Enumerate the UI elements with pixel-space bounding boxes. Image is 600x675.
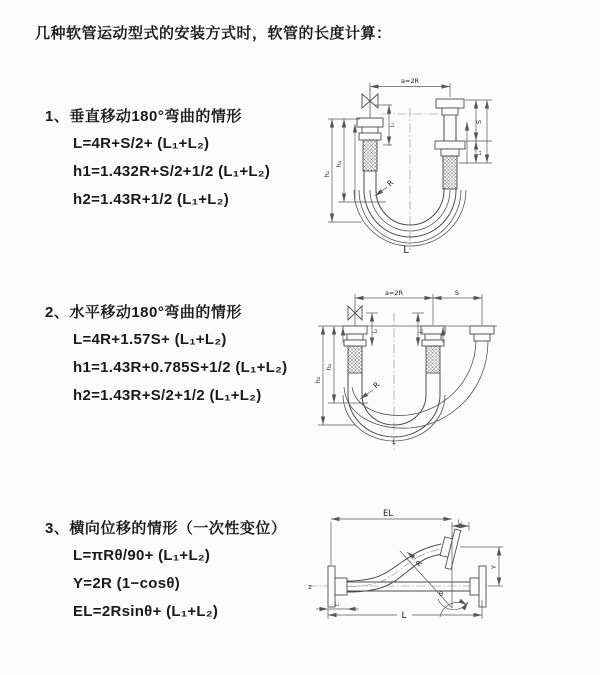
page-title: 几种软管运动型式的安装方式时，软管的长度计算： bbox=[35, 25, 392, 42]
dim-label-h1: h₁ bbox=[325, 363, 333, 371]
section-2 bbox=[45, 301, 335, 404]
dim-label-s: S bbox=[475, 119, 483, 125]
dim-label-a2r: a=2R bbox=[384, 289, 404, 297]
dim-label-s: S bbox=[454, 289, 460, 297]
dim-label-h2: h₂ bbox=[323, 170, 331, 178]
right-fitting bbox=[470, 326, 494, 341]
section-3-number: 3、 bbox=[45, 520, 70, 537]
dimension-lines bbox=[308, 509, 503, 621]
formula-h2: h2=1.43R+S/2+1/2 (L₁+L₂) bbox=[73, 387, 262, 404]
valve-icon bbox=[362, 88, 378, 118]
formula-l: L=πRθ/90+ (L₁+L₂) bbox=[73, 547, 211, 564]
formula-h2: h2=1.43R+1/2 (L₁+L₂) bbox=[73, 191, 230, 208]
dim-label-l1-top: L₁ bbox=[457, 519, 463, 526]
diagram-horizontal-180-bend bbox=[310, 283, 600, 458]
dim-label-l: L bbox=[401, 611, 407, 621]
dim-label-l1: L₁ bbox=[389, 122, 396, 128]
dim-label-r: R bbox=[414, 558, 425, 569]
braid-section bbox=[443, 156, 457, 189]
dim-label-theta: θ bbox=[439, 590, 443, 598]
formula-h1: h1=1.43R+0.785S+1/2 (L₁+L₂) bbox=[73, 359, 288, 376]
left-flange bbox=[328, 566, 347, 607]
swing-arc bbox=[438, 599, 468, 610]
formula-l: L=4R+1.57S+ (L₁+L₂) bbox=[73, 331, 227, 348]
section-3 bbox=[45, 517, 335, 620]
section-3-title: 横向位移的情形（一次性变位） bbox=[69, 520, 287, 537]
left-fitting bbox=[357, 118, 383, 171]
section-1-number: 1、 bbox=[45, 108, 70, 125]
hose-s-curve bbox=[347, 544, 443, 592]
section-3-heading bbox=[45, 517, 335, 536]
section-1 bbox=[45, 105, 335, 208]
dim-label-r: R bbox=[371, 380, 382, 391]
section-2-heading bbox=[45, 301, 335, 320]
formula-y: Y=2R (1−cosθ) bbox=[73, 575, 181, 592]
z-mark: Z bbox=[308, 585, 312, 591]
braid-section bbox=[426, 346, 440, 373]
section-1-heading bbox=[45, 105, 335, 124]
tilted-flange bbox=[437, 527, 460, 569]
dim-label-h1: h₁ bbox=[335, 160, 343, 168]
straight-position-pipe bbox=[347, 566, 486, 607]
dim-label-l1: L₁ bbox=[372, 328, 379, 334]
section-1-title: 垂直移动180°弯曲的情形 bbox=[69, 108, 242, 125]
dimension-lines bbox=[314, 289, 482, 446]
section-2-title: 水平移动180°弯曲的情形 bbox=[69, 304, 242, 321]
dim-label-y: Y bbox=[490, 565, 498, 569]
dim-label-a2r: a=2R bbox=[400, 77, 420, 85]
formula-l: L=4R+S/2+ (L₁+L₂) bbox=[73, 135, 210, 152]
left-fitting bbox=[343, 326, 367, 373]
dim-label-l1-middle: L₁ bbox=[418, 328, 425, 334]
dim-label-r: R bbox=[385, 178, 396, 189]
formula-h1: h1=1.432R+S/2+1/2 (L₁+L₂) bbox=[73, 163, 271, 180]
hose-swung-position bbox=[344, 341, 488, 428]
braid-section bbox=[363, 140, 377, 171]
dim-label-h2: h₂ bbox=[314, 376, 322, 384]
dim-label-l: L bbox=[403, 245, 409, 256]
center-lines bbox=[382, 108, 438, 250]
dimension-lines bbox=[323, 77, 492, 256]
dim-label-l: L bbox=[392, 438, 396, 446]
diagram-lateral-displacement bbox=[300, 505, 600, 645]
formula-el: EL=2Rsinθ+ (L₁+L₂) bbox=[73, 603, 219, 620]
diagram-vertical-180-bend bbox=[312, 72, 597, 257]
dim-label-l1-right: L₁ bbox=[477, 150, 483, 156]
braid-section bbox=[348, 346, 362, 373]
section-2-number: 2、 bbox=[45, 304, 70, 321]
valve-icon bbox=[348, 301, 362, 326]
middle-fitting bbox=[418, 326, 445, 373]
dim-label-el: EL bbox=[382, 509, 394, 519]
dim-label-l1-bottom: L₁ bbox=[334, 602, 340, 608]
right-fitting bbox=[435, 99, 465, 189]
